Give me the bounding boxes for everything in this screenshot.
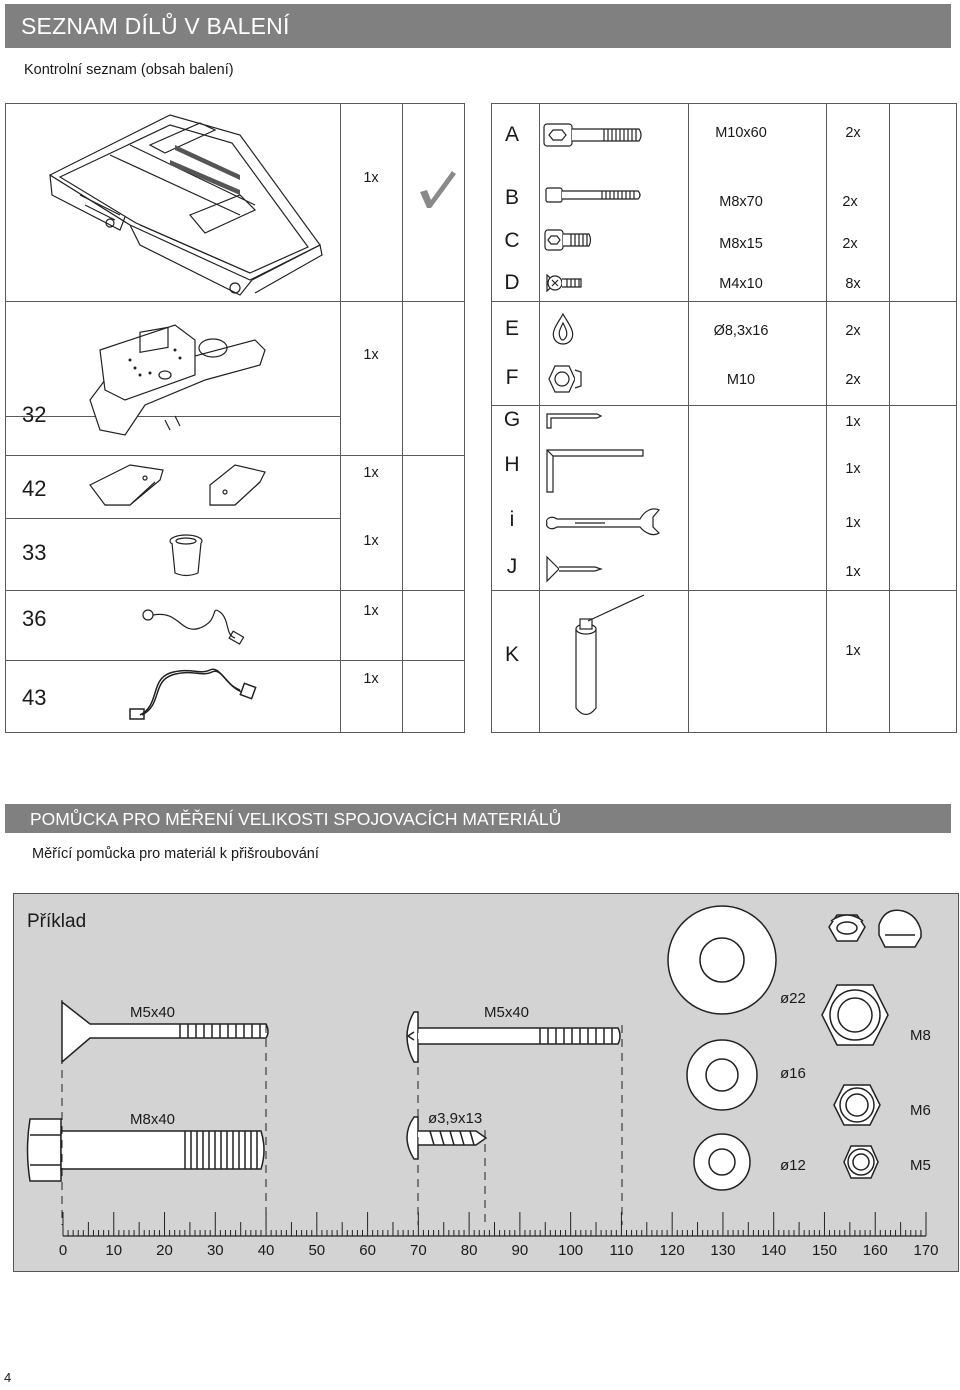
qty-k: 1x <box>845 643 861 659</box>
countersunk-bolt-label: M5x40 <box>130 1004 176 1021</box>
part-letter-f: F <box>505 366 519 389</box>
part-letter-i: i <box>509 508 515 531</box>
qty-e: 2x <box>845 323 861 339</box>
section-title: SEZNAM DÍLŮ V BALENÍ <box>21 13 290 39</box>
part-number-43: 43 <box>22 685 47 710</box>
ruler-tick-label: 150 <box>811 1242 837 1259</box>
qty-b: 2x <box>842 194 858 210</box>
ruler-tick-label: 0 <box>58 1242 68 1259</box>
ruler-tick-label: 20 <box>156 1242 173 1259</box>
spec-a: M10x60 <box>715 125 767 141</box>
ruler-tick-label: 160 <box>862 1242 888 1259</box>
gauge-section-title: POMŮCKA PRO MĚŘENÍ VELIKOSTI SPOJOVACÍCH MATERIÁLŮ <box>30 809 562 829</box>
ruler-tick-label: 130 <box>710 1242 736 1259</box>
qty-j: 1x <box>845 564 861 580</box>
ruler-tick-label: 40 <box>257 1242 275 1259</box>
console-illustration <box>85 320 265 440</box>
short-bolt-icon <box>545 228 595 252</box>
section-header-parts-list <box>5 4 951 48</box>
nut-m6-label: M6 <box>910 1102 931 1119</box>
washer-12-label: ø12 <box>780 1157 806 1174</box>
cup-holder-illustration <box>168 533 208 578</box>
washer-22-label: ø22 <box>780 990 806 1007</box>
part-letter-k: K <box>504 643 519 666</box>
ruler-tick-label: 70 <box>410 1242 427 1259</box>
spec-e: Ø8,3x16 <box>713 323 769 339</box>
ruler-tick-label: 170 <box>913 1242 939 1259</box>
part-letter-h: H <box>504 453 520 476</box>
qty-h: 1x <box>845 461 861 477</box>
qty-console: 1x <box>363 347 379 363</box>
hex-bolt-label: M8x40 <box>130 1111 176 1128</box>
nut-m8-label: M8 <box>910 1027 931 1044</box>
part-number-36: 36 <box>22 606 47 631</box>
part-letter-b: B <box>504 186 519 209</box>
spec-b: M8x70 <box>719 194 763 210</box>
allen-key-small-icon <box>545 412 605 432</box>
ruler-tick-label: 110 <box>609 1242 634 1259</box>
qty-i: 1x <box>845 515 861 531</box>
spec-d: M4x10 <box>719 276 763 292</box>
qty-cup-holder: 1x <box>363 533 379 549</box>
spec-c: M8x15 <box>719 236 763 252</box>
wrench-icon <box>545 505 665 545</box>
ruler-tick-label: 30 <box>206 1242 224 1259</box>
ruler-tick-label: 10 <box>105 1242 123 1259</box>
example-label: Příklad <box>27 911 87 932</box>
screw-icon <box>545 273 585 293</box>
t-key-icon <box>545 555 605 585</box>
qty-power-cord: 1x <box>363 671 379 687</box>
qty-a: 2x <box>845 125 861 141</box>
allen-key-large-icon <box>545 448 645 498</box>
safety-key-cord-illustration <box>140 600 250 650</box>
qty-c: 2x <box>842 236 858 252</box>
part-letter-j: J <box>506 555 518 578</box>
washers-illustration <box>665 900 785 1230</box>
part-letter-c: C <box>504 229 520 252</box>
power-cord-illustration <box>130 665 270 725</box>
part-letter-e: E <box>504 317 519 340</box>
ruler-tick-label: 50 <box>308 1242 326 1259</box>
nut-m5-label: M5 <box>910 1157 931 1174</box>
ruler-tick-label: 120 <box>659 1242 685 1259</box>
part-letter-d: D <box>504 271 520 294</box>
measuring-ruler <box>0 1200 960 1240</box>
gauge-section-subtitle: Měřící pomůcka pro materiál k přišroubování <box>32 846 319 862</box>
lubricant-tube-icon <box>568 593 648 723</box>
bolt-icon <box>546 186 646 206</box>
section-subtitle: Kontrolní seznam (obsah balení) <box>24 62 234 78</box>
washer-icon <box>550 313 576 347</box>
qty-safety-key: 1x <box>363 603 379 619</box>
ruler-tick-label: 100 <box>558 1242 584 1259</box>
treadmill-frame-illustration <box>40 105 330 305</box>
pan-head-bolt-label: M5x40 <box>484 1004 530 1021</box>
ruler-tick-label: 80 <box>460 1242 478 1259</box>
side-covers-illustration <box>85 460 265 520</box>
ruler-tick-label: 140 <box>761 1242 787 1259</box>
part-number-33: 33 <box>22 540 47 565</box>
qty-frame: 1x <box>363 170 379 186</box>
ruler-tick-label: 60 <box>359 1242 376 1259</box>
washer-16-label: ø16 <box>780 1065 806 1082</box>
page-number: 4 <box>4 1370 12 1385</box>
qty-f: 2x <box>845 372 861 388</box>
check-icon <box>418 168 458 208</box>
qty-d: 8x <box>845 276 861 292</box>
qty-side-covers: 1x <box>363 465 379 481</box>
section-header-gauge <box>5 804 951 833</box>
part-number-32: 32 <box>22 402 47 427</box>
nut-icon <box>545 362 585 396</box>
spec-f: M10 <box>726 372 756 388</box>
ruler-tick-label: 90 <box>511 1242 529 1259</box>
part-letter-a: A <box>504 123 519 146</box>
lock-nut-and-cap-nut-icon <box>825 905 945 955</box>
self-tapping-screw-label: ø3,9x13 <box>428 1110 483 1127</box>
part-number-42: 42 <box>22 476 47 501</box>
part-letter-g: G <box>503 408 521 431</box>
qty-g: 1x <box>845 414 861 430</box>
hex-socket-bolt-icon <box>544 120 644 150</box>
